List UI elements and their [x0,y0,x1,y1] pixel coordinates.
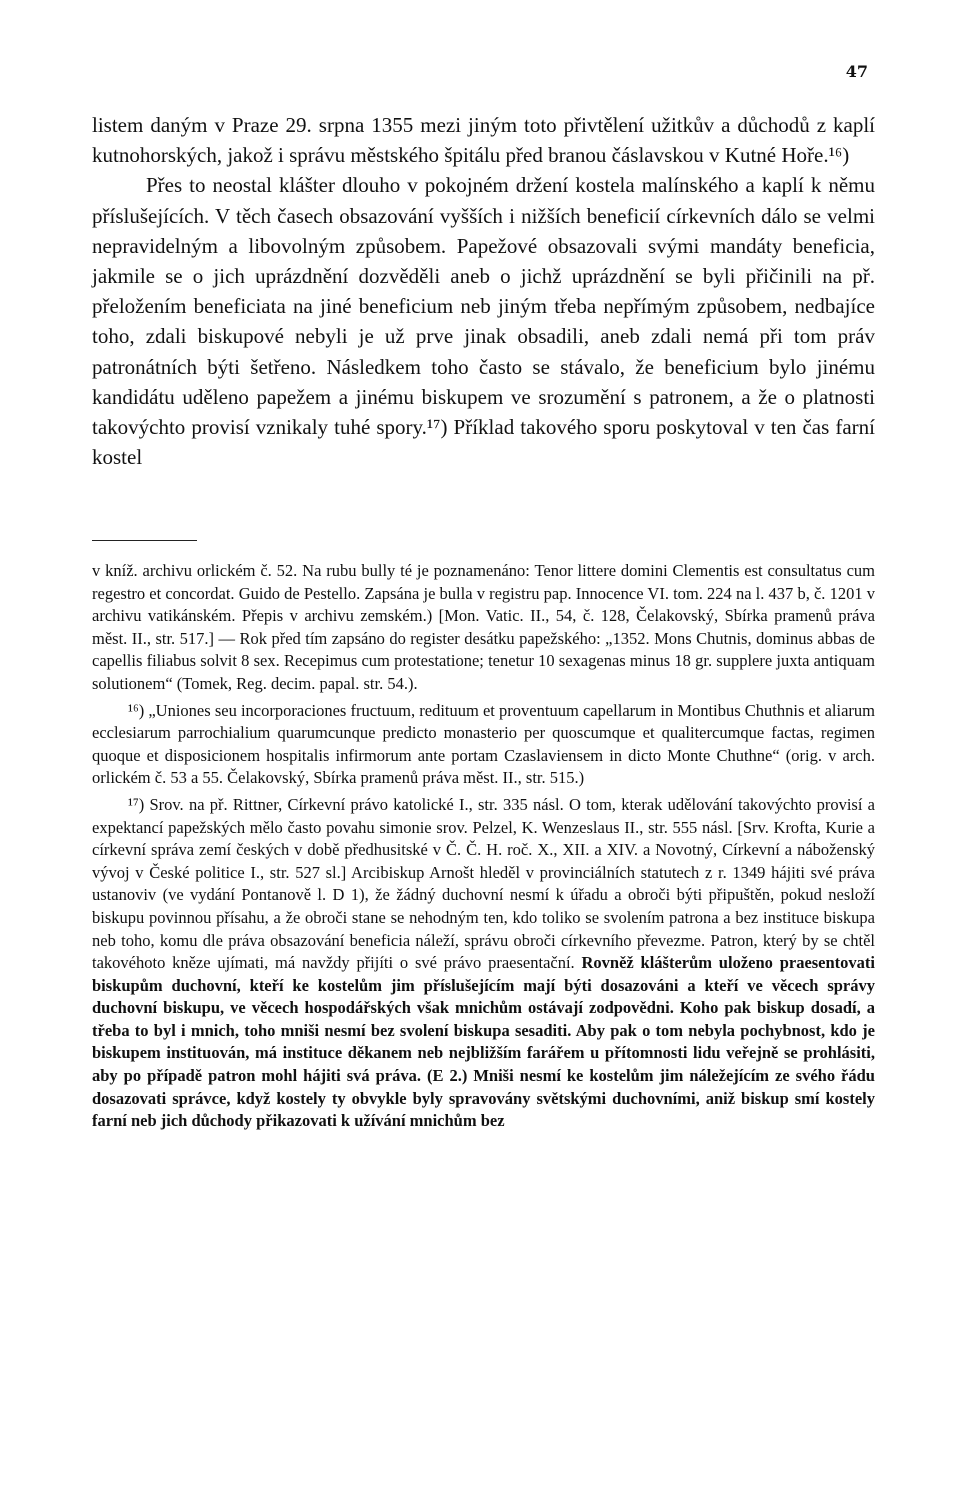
footnote-17-part-1: ¹⁷) Srov. na př. Rittner, Církevní právo katolické I., str. 335 násl. O tom, kterak udělování takovýchto provisí a expektancí papežských mělo často povahu simonie srov. Pelzel, K. Wenzeslaus II., str. 555 násl. [Srv. Krofta, Kurie a církevní správa zemí českých v době předhusitské v Č. Č. H. roč. X., XII. a XIV. a Novotný, Církevní a náboženský vývoj v České politice I., str. 527 sl.] Arcibiskup Arnošt hleděl v provinciálních statutech z r. 1349 hájiti své práva ustanoviv (ve vydání Pontanově l. D 1), že žádný duchovní nesmí k úřadu a obroči býti připuštěn, pokud nesloží biskupu povinnou přísahu, a že obroči stane se nehodným ten, kdo toliko se svolením patrona a bez instituce biskupa neb toho, komu dle práva obsazování beneficia náleží, správu obroči církevního převezme. Patron, který by se chtěl takovéhoto kněze ujímati, má navždy přijíti o své právo praesentační. [92,794,875,973]
main-paragraph-1: listem daným v Praze 29. srpna 1355 mezi jiným toto přivtělení užitkův a důchodů z kaplí kutnohorských, jakož i správu městského špitálu před branou čáslavskou v Kutné Hoře.¹⁶) [92,113,875,168]
footnote-divider [92,540,197,541]
footnotes [92,560,875,1133]
footnote-continuation: v kníž. archivu orlickém č. 52. Na rubu bully té je poznamenáno: Tenor littere domini Clementis est consultatus cum regestro et concordat. Guido de Pestello. Zapsána je bulla v registru pap. Innocence VI. tom. 224 na l. 437 b, č. 1201 v archivu vatikánském. Přepis v archivu zemském.) [Mon. Vatic. II., 54, č. 128, Čelakovský, Sbírka pramenů práva měst. II., str. 517.] — Rok před tím zapsáno do register desátku papežského: „1352. Mons Chutnis, dominus abbas de capellis filiabus solvit 8 sex. Recepimus cum protestatione; tenetur 10 sexagenas minus 18 gr. supplere juxta antiquam solutionem“ (Tomek, Reg. decim. papal. str. 54.). [92,561,875,693]
main-text [92,110,875,472]
main-paragraph-2: Přes to neostal klášter dlouho v pokojném držení kostela malínského a kaplí k němu příslušejících. V těch časech obsazování vyšších i nižších beneficií církevních dálo se velmi nepravidelným a libovolným způsobem. Papežové obsazovali svými mandáty beneficia, jakmile se o jich uprázdnění dozvěděli aneb o jichž uprázdnění se byli přičinili na př. přeložením beneficiata na jiné beneficium neb jiným třeba nepřímým způsobem, nedbajíce toho, zdali biskupové nebyli je už prve jinak obsadili, aneb zdali nemá při tom práv patronátních býti šetřeno. Následkem toho často se stávalo, že beneficium bylo jinému kandidátu uděleno papežem a jinému biskupem ve srozumění s patronem, a že o platnosti takovýchto provisí vznikaly tuhé spory.¹⁷) Příklad takového sporu poskytoval v ten čas farní kostel [92,173,875,470]
page-number: 47 [845,62,868,81]
footnote-17 [92,794,875,1133]
footnote-16: ¹⁶) „Uniones seu incorporaciones fructuum, redituum et proventuum capellarum in Montibus Chuthnis et aliarum ecclesiarum parrochialium quarumcunque predicto monasterio per quoscumque et qualitercumque factas, regimen quoque et disposicionem hospitalis infirmorum ante portam Czaslaviensem in dicto Monte Chuthne“ (orig. v arch. orlickém č. 53 a 55. Čelakovský, Sbírka pramenů práva měst. II., str. 515.) [92,700,875,788]
footnote-17-part-2: Rovněž klášterům uloženo praesentovati biskupům duchovní, kteří ke kostelům jim příslušejícím mají býti dosazováni a kteří ve věcech správy duchovní biskupu, ve věcech hospodářských však mnichům ostávají zodpovědni. Koho pak biskup dosadí, a třeba to byl i mnich, toho mniši nesmí bez svolení biskupa sesaditi. Aby pak o tom nebyla pochybnost, kdo je biskupem instituován, má instituce děkanem neb nejbližším farářem u přítomnosti lidu veřejně se prohlásiti, aby po případě patron mohl hájiti svá práva. (E 2.) Mniši nesmí ke kostelům jim náležejícím ze svého řádu dosazovati správce, když kostely ty obvykle byly spravovány světskými duchovními, aniž biskup smí kostely farní neb jich důchody přikazovati k užívání mnichům bez [92,953,876,1131]
